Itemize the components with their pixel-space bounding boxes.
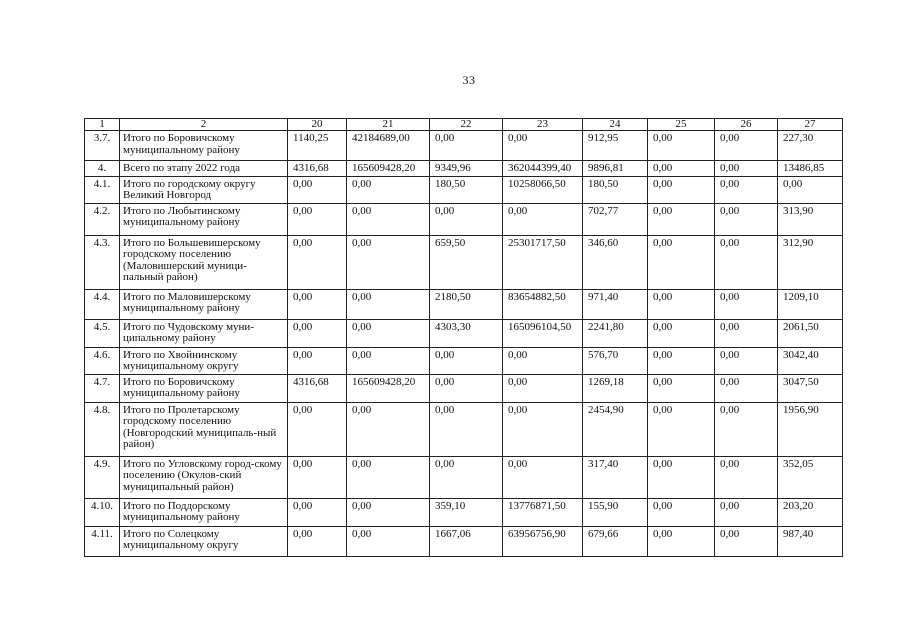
value-cell: 0,00 (347, 203, 430, 235)
value-cell: 25301717,50 (503, 235, 583, 289)
row-number-cell: 4.6. (85, 347, 120, 374)
row-number-cell: 4.9. (85, 456, 120, 498)
value-cell: 2241,80 (583, 319, 648, 347)
value-cell: 1140,25 (288, 131, 347, 161)
value-cell: 42184689,00 (347, 131, 430, 161)
value-cell: 0,00 (503, 402, 583, 456)
header-cell: 23 (503, 119, 583, 131)
header-cell: 1 (85, 119, 120, 131)
value-cell: 165609428,20 (347, 161, 430, 177)
value-cell: 2454,90 (583, 402, 648, 456)
table-row (85, 374, 843, 402)
value-cell: 0,00 (715, 347, 778, 374)
row-number-cell: 4.7. (85, 374, 120, 402)
value-cell: 0,00 (648, 347, 715, 374)
value-cell: 0,00 (648, 526, 715, 556)
value-cell: 0,00 (430, 374, 503, 402)
row-number-cell: 4.2. (85, 203, 120, 235)
value-cell: 0,00 (715, 289, 778, 319)
value-cell: 3047,50 (778, 374, 843, 402)
table-row (85, 176, 843, 203)
value-cell: 0,00 (347, 347, 430, 374)
value-cell: 312,90 (778, 235, 843, 289)
value-cell: 0,00 (288, 235, 347, 289)
value-cell: 180,50 (430, 176, 503, 203)
row-number-cell: 4.8. (85, 402, 120, 456)
row-number-cell: 4.11. (85, 526, 120, 556)
value-cell: 0,00 (648, 319, 715, 347)
table-header-row (85, 119, 843, 131)
row-name-cell: Итого по Чудовскому муни-ципальному району (120, 319, 288, 347)
value-cell: 0,00 (648, 498, 715, 526)
value-cell: 0,00 (288, 319, 347, 347)
value-cell: 0,00 (715, 402, 778, 456)
value-cell: 155,90 (583, 498, 648, 526)
table-row (85, 319, 843, 347)
value-cell: 912,95 (583, 131, 648, 161)
row-name-cell: Итого по Угловскому город-скому поселению (Окулов-ский муниципальный район) (120, 456, 288, 498)
data-table (84, 118, 843, 557)
value-cell: 362044399,40 (503, 161, 583, 177)
value-cell: 0,00 (648, 131, 715, 161)
value-cell: 0,00 (715, 456, 778, 498)
value-cell: 0,00 (648, 374, 715, 402)
table-row (85, 347, 843, 374)
row-name-cell: Итого по Большевишерскому городскому поселению (Маловишерский муници-пальный район) (120, 235, 288, 289)
value-cell: 0,00 (503, 374, 583, 402)
header-cell: 26 (715, 119, 778, 131)
value-cell: 4303,30 (430, 319, 503, 347)
value-cell: 203,20 (778, 498, 843, 526)
value-cell: 1667,06 (430, 526, 503, 556)
header-cell: 2 (120, 119, 288, 131)
value-cell: 0,00 (288, 402, 347, 456)
row-name-cell: Итого по Поддорскому муниципальному району (120, 498, 288, 526)
value-cell: 0,00 (430, 456, 503, 498)
value-cell: 0,00 (648, 161, 715, 177)
value-cell: 346,60 (583, 235, 648, 289)
row-number-cell: 4.3. (85, 235, 120, 289)
value-cell: 0,00 (288, 347, 347, 374)
value-cell: 0,00 (288, 176, 347, 203)
value-cell: 13776871,50 (503, 498, 583, 526)
row-number-cell: 4.10. (85, 498, 120, 526)
value-cell: 0,00 (347, 235, 430, 289)
value-cell: 180,50 (583, 176, 648, 203)
value-cell: 0,00 (715, 319, 778, 347)
value-cell: 352,05 (778, 456, 843, 498)
value-cell: 359,10 (430, 498, 503, 526)
value-cell: 0,00 (503, 456, 583, 498)
value-cell: 0,00 (430, 402, 503, 456)
value-cell: 0,00 (503, 347, 583, 374)
value-cell: 165609428,20 (347, 374, 430, 402)
value-cell: 0,00 (648, 203, 715, 235)
header-cell: 20 (288, 119, 347, 131)
value-cell: 0,00 (347, 456, 430, 498)
row-name-cell: Итого по Боровичскому муниципальному району (120, 374, 288, 402)
row-number-cell: 4.1. (85, 176, 120, 203)
value-cell: 0,00 (503, 203, 583, 235)
value-cell: 0,00 (715, 161, 778, 177)
value-cell: 1209,10 (778, 289, 843, 319)
value-cell: 13486,85 (778, 161, 843, 177)
value-cell: 9896,81 (583, 161, 648, 177)
row-name-cell: Итого по Боровичскому муниципальному району (120, 131, 288, 161)
value-cell: 0,00 (648, 235, 715, 289)
value-cell: 0,00 (648, 176, 715, 203)
value-cell: 576,70 (583, 347, 648, 374)
value-cell: 3042,40 (778, 347, 843, 374)
value-cell: 0,00 (715, 526, 778, 556)
value-cell: 0,00 (715, 235, 778, 289)
value-cell: 0,00 (347, 402, 430, 456)
value-cell: 0,00 (347, 319, 430, 347)
value-cell: 971,40 (583, 289, 648, 319)
table-row (85, 131, 843, 161)
table-row (85, 402, 843, 456)
value-cell: 0,00 (288, 456, 347, 498)
value-cell: 0,00 (288, 203, 347, 235)
row-name-cell: Итого по Пролетарскому городскому поселению (Новгородский муниципаль-ный район) (120, 402, 288, 456)
table-row (85, 526, 843, 556)
value-cell: 1956,90 (778, 402, 843, 456)
row-name-cell: Итого по Любытинскому муниципальному району (120, 203, 288, 235)
row-number-cell: 4.4. (85, 289, 120, 319)
value-cell: 659,50 (430, 235, 503, 289)
row-name-cell: Всего по этапу 2022 года (120, 161, 288, 177)
header-cell: 27 (778, 119, 843, 131)
value-cell: 0,00 (648, 456, 715, 498)
value-cell: 0,00 (648, 402, 715, 456)
value-cell: 679,66 (583, 526, 648, 556)
value-cell: 702,77 (583, 203, 648, 235)
value-cell: 10258066,50 (503, 176, 583, 203)
table-row (85, 498, 843, 526)
value-cell: 0,00 (715, 203, 778, 235)
row-name-cell: Итого по Хвойнинскому муниципальному округу (120, 347, 288, 374)
value-cell: 0,00 (430, 347, 503, 374)
value-cell: 0,00 (430, 131, 503, 161)
value-cell: 0,00 (715, 498, 778, 526)
row-name-cell: Итого по Солецкому муниципальному округу (120, 526, 288, 556)
value-cell: 0,00 (503, 131, 583, 161)
value-cell: 227,30 (778, 131, 843, 161)
value-cell: 0,00 (288, 498, 347, 526)
value-cell: 0,00 (347, 289, 430, 319)
value-cell: 4316,68 (288, 161, 347, 177)
value-cell: 83654882,50 (503, 289, 583, 319)
value-cell: 0,00 (715, 131, 778, 161)
value-cell: 9349,96 (430, 161, 503, 177)
header-cell: 21 (347, 119, 430, 131)
table-row (85, 456, 843, 498)
value-cell: 63956756,90 (503, 526, 583, 556)
row-number-cell: 4.5. (85, 319, 120, 347)
value-cell: 0,00 (430, 203, 503, 235)
header-cell: 22 (430, 119, 503, 131)
value-cell: 165096104,50 (503, 319, 583, 347)
value-cell: 0,00 (648, 289, 715, 319)
row-number-cell: 3.7. (85, 131, 120, 161)
row-name-cell: Итого по Маловишерскому муниципальному району (120, 289, 288, 319)
value-cell: 987,40 (778, 526, 843, 556)
value-cell: 4316,68 (288, 374, 347, 402)
value-cell: 313,90 (778, 203, 843, 235)
value-cell: 0,00 (347, 526, 430, 556)
table-row (85, 203, 843, 235)
value-cell: 0,00 (288, 526, 347, 556)
value-cell: 0,00 (347, 498, 430, 526)
header-cell: 25 (648, 119, 715, 131)
row-name-cell: Итого по городскому округу Великий Новгород (120, 176, 288, 203)
value-cell: 1269,18 (583, 374, 648, 402)
value-cell: 2061,50 (778, 319, 843, 347)
value-cell: 2180,50 (430, 289, 503, 319)
value-cell: 317,40 (583, 456, 648, 498)
value-cell: 0,00 (778, 176, 843, 203)
row-number-cell: 4. (85, 161, 120, 177)
value-cell: 0,00 (347, 176, 430, 203)
table-row (85, 289, 843, 319)
value-cell: 0,00 (288, 289, 347, 319)
value-cell: 0,00 (715, 176, 778, 203)
table-row (85, 161, 843, 177)
header-cell: 24 (583, 119, 648, 131)
value-cell: 0,00 (715, 374, 778, 402)
page-number: 33 (462, 73, 476, 87)
table-row (85, 235, 843, 289)
